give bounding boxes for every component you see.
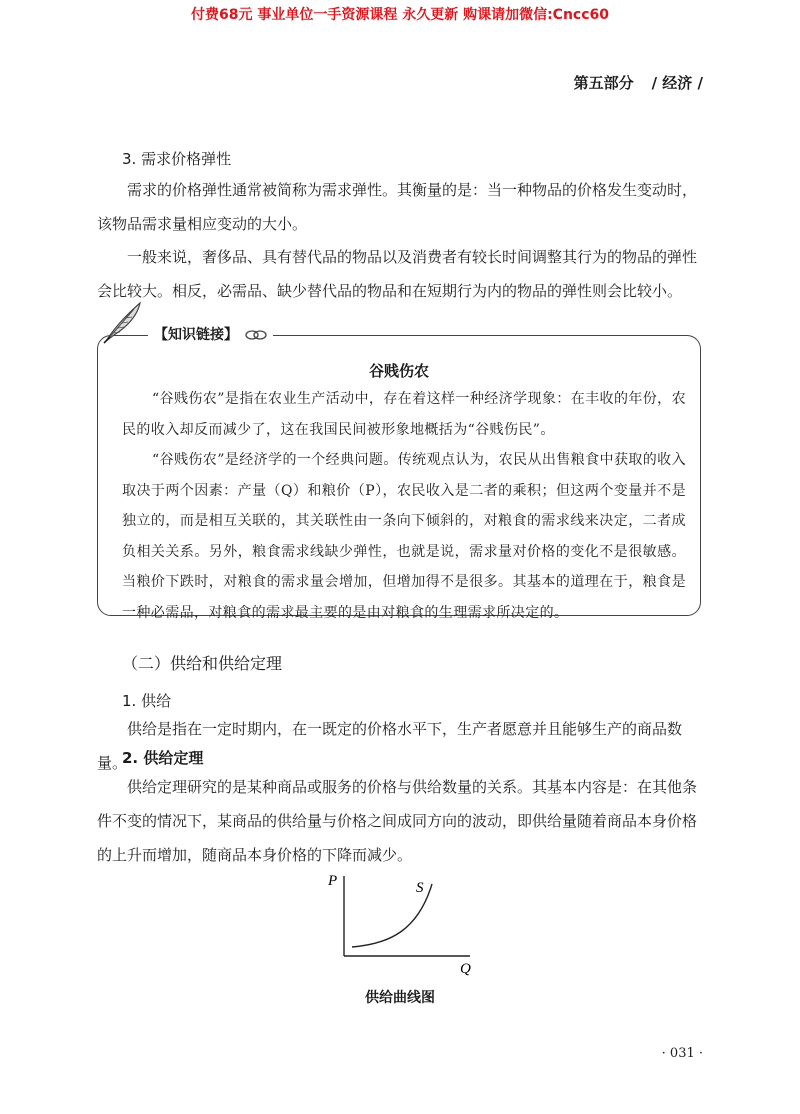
section3-paragraph-2: 一般来说，奢侈品、具有替代品的物品以及消费者有较长时间调整其行为的物品的弹性会比较大。相反，必需品、缺少替代品的物品和在短期行为内的物品的弹性则会比较小。 — [97, 248, 698, 300]
quill-pen-icon — [100, 297, 148, 345]
x-axis-label: Q — [460, 961, 471, 977]
supply-curve-chart — [320, 868, 490, 980]
running-head — [574, 72, 703, 93]
supply-sub1-text: 供给是指在一定时期内，在一既定的价格水平下，生产者愿意并且能够生产的商品数量。 — [97, 720, 683, 772]
running-head-part: 第五部分 — [573, 74, 634, 92]
figure-caption: 供给曲线图 — [365, 990, 435, 1006]
knowledge-box-label — [148, 324, 273, 344]
promo-banner: 付费68元 事业单位一手资源课程 永久更新 购课请加微信:Cncc60 — [190, 7, 610, 23]
knowledge-paragraph-1: “谷贱伤农”是指在农业生产活动中，存在着这样一种经济学现象：在丰收的年份，农民的收入却反而减少了，这在我国民间被形象地概括为“谷贱伤民”。 — [122, 391, 686, 438]
knowledge-box-title: 谷贱伤农 — [368, 362, 429, 380]
supply-sub2-text: 供给定理研究的是某种商品或服务的价格与供给数量的关系。其基本内容是：在其他条件不变的情况下，某商品的供给量与价格之间成同方向的波动，即供给量随着商品本身价格的上升而增加，随商品本身价格的下降而减少。 — [97, 778, 698, 864]
supply-sub2-heading: 2. 供给定理 — [122, 749, 204, 767]
y-axis-label: P — [328, 873, 338, 889]
section3-paragraph-1: 需求的价格弹性通常被简称为需求弹性。其衡量的是：当一种物品的价格发生变动时，该物品需求量相应变动的大小。 — [97, 181, 698, 233]
curve-label: S — [416, 880, 424, 896]
running-head-subject: / 经济 / — [651, 74, 703, 92]
knowledge-box-label-text: 【知识链接】 — [154, 327, 238, 343]
page-number: · 031 · — [661, 1046, 703, 1061]
supply-sub1-heading: 1. 供给 — [122, 692, 172, 710]
chain-link-icon — [245, 329, 267, 341]
section3-body — [97, 173, 705, 308]
section3-heading: 3. 需求价格弹性 — [122, 150, 232, 168]
knowledge-paragraph-2: “谷贱伤农”是经济学的一个经典问题。传统观点认为，农民从出售粮食中获取的收入取决于两个因素：产量（Q）和粮价（P），农民收入是二者的乘积；但这两个变量并不是独立的，而是相互关联的，其关联性由一条向下倾斜的，对粮食的需求线来决定，二者成负相关关系。另外，粮食需求线缺少弹性，也就是说，需求量对价格的变化不是很敏感。当粮价下跌时，对粮食的需求量会增加，但增加得不是很多。其基本的道理在于，粮食是一种必需品，对粮食的需求最主要的是由对粮食的生理需求所决定的。 — [122, 452, 686, 621]
supply-section-heading: （二）供给和供给定理 — [122, 654, 283, 673]
